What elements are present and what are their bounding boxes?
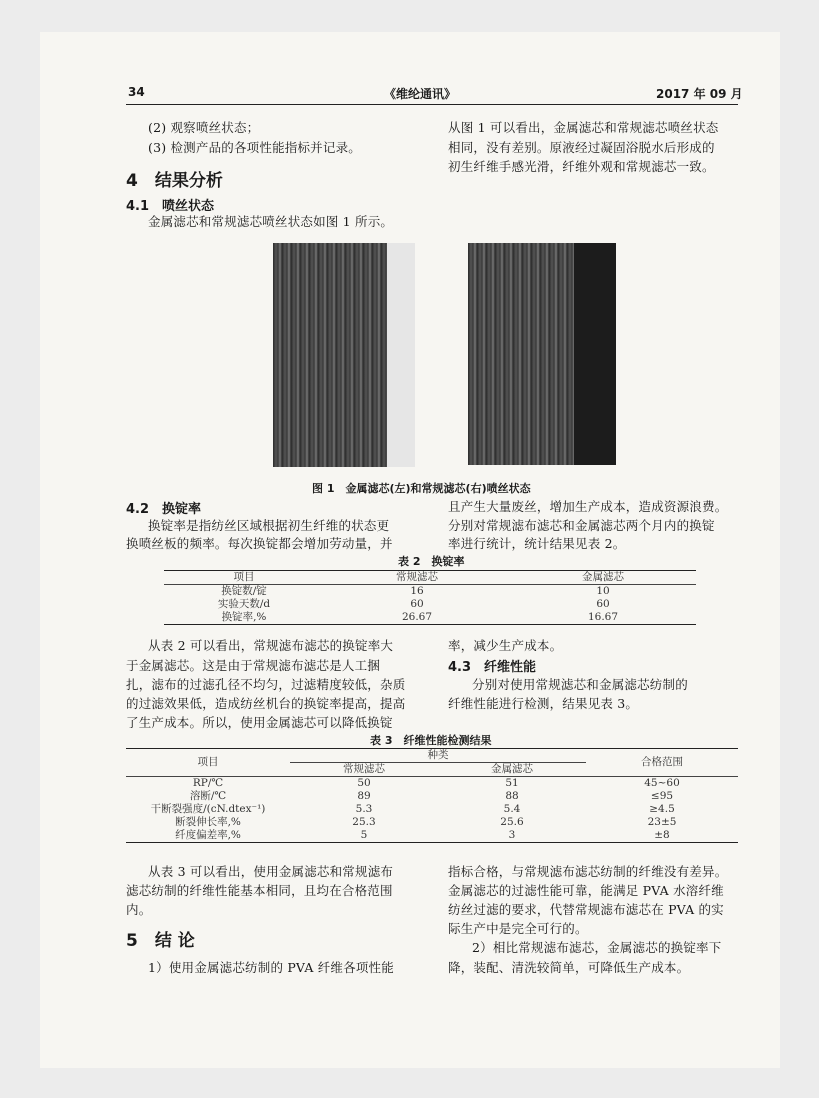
- section-4-2-heading: 4.2 换锭率: [126, 502, 202, 517]
- paragraph-line: 换锭率是指纺丝区域根据初生纤维的状态更: [148, 518, 390, 533]
- table-cell: 25.3: [352, 816, 376, 828]
- paragraph-line: 的过滤效果低，造成纺丝机台的换锭率提高，提高: [126, 696, 406, 711]
- table-header: 项目: [126, 749, 290, 777]
- table-cell: 25.6: [500, 816, 524, 828]
- table-row: [164, 598, 696, 611]
- table-cell: 50: [357, 777, 371, 789]
- figure-photo-right: [468, 243, 616, 465]
- table-cell: 26.67: [401, 611, 433, 623]
- paragraph-line: 初生纤维手感光滑，纤维外观和常规滤芯一致。: [448, 159, 715, 174]
- table-row: [164, 611, 696, 625]
- issue-date: 2017 年 09 月: [656, 87, 743, 101]
- table-cell: ≤95: [650, 790, 674, 802]
- table-3: [126, 748, 738, 843]
- table-cell: 5: [360, 829, 368, 841]
- table-row: [126, 777, 738, 791]
- table-cell: 干断裂强度/(cN.dtex⁻¹): [150, 803, 266, 815]
- paragraph-line: 际生产中是完全可行的。: [448, 921, 588, 936]
- paragraph-line: 率，减少生产成本。: [448, 638, 563, 653]
- paragraph-line: 扎，滤布的过滤孔径不均匀，过滤精度较低，杂质: [126, 677, 406, 692]
- paragraph-line: 了生产成本。所以，使用金属滤芯可以降低换锭: [126, 715, 393, 730]
- paragraph-line: 换喷丝板的频率。每次换锭都会增加劳动量，并: [126, 536, 393, 551]
- table-row: [126, 816, 738, 829]
- table-header: 合格范围: [586, 749, 738, 777]
- paragraph-line: 1）使用金属滤芯纺制的 PVA 纤维各项性能: [148, 960, 394, 975]
- table-cell: 60: [596, 598, 610, 610]
- paragraph-line: 且产生大量废丝，增加生产成本，造成资源浪费。: [448, 499, 728, 514]
- table-cell: 10: [596, 585, 610, 597]
- paragraph-line: 从表 2 可以看出，常规滤布滤芯的换锭率大: [148, 638, 394, 653]
- paragraph-line: 分别对常规滤布滤芯和金属滤芯两个月内的换锭: [448, 518, 715, 533]
- table-cell: ±8: [654, 829, 670, 841]
- section-5-heading: 5 结 论: [126, 931, 195, 951]
- list-item: (3) 检测产品的各项性能指标并记录。: [148, 140, 361, 155]
- paragraph-line: 金属滤芯和常规滤芯喷丝状态如图 1 所示。: [148, 214, 394, 229]
- table-header: 种类: [290, 749, 586, 763]
- paragraph-line: 相同，没有差别。原液经过凝固浴脱水后形成的: [448, 140, 715, 155]
- figure-caption: 图 1 金属滤芯(左)和常规滤芯(右)喷丝状态: [312, 482, 531, 495]
- table-cell: 溶断/℃: [189, 790, 227, 802]
- paragraph-line: 纤维性能进行检测，结果见表 3。: [448, 696, 639, 711]
- table-cell: ≥4.5: [649, 803, 675, 815]
- table-2: [164, 570, 696, 625]
- table-cell: 5.3: [355, 803, 373, 815]
- section-4-3-heading: 4.3 纤维性能: [448, 660, 537, 675]
- paragraph-line: 降，装配、清洗较简单，可降低生产成本。: [448, 960, 690, 975]
- table-cell: 16.67: [587, 611, 619, 623]
- list-item: (2) 观察喷丝状态；: [148, 120, 260, 135]
- table-cell: 16: [410, 585, 424, 597]
- table-header: 金属滤芯: [491, 763, 533, 775]
- section-4-1-heading: 4.1 喷丝状态: [126, 199, 215, 214]
- header-rule: [126, 104, 738, 105]
- paragraph-line: 率进行统计，统计结果见表 2。: [448, 536, 626, 551]
- paragraph-line: 金属滤芯的过滤性能可靠，能满足 PVA 水溶纤维: [448, 883, 724, 898]
- paragraph-line: 从图 1 可以看出，金属滤芯和常规滤芯喷丝状态: [448, 120, 719, 135]
- paragraph-line: 滤芯纺制的纤维性能基本相同，且均在合格范围: [126, 883, 393, 898]
- table-header: 常规滤芯: [343, 763, 385, 775]
- table-cell: 断裂伸长率,%: [175, 816, 241, 828]
- table-cell: 换锭数/锭: [221, 585, 267, 597]
- paragraph-line: 于金属滤芯。这是由于常规滤布滤芯是人工捆: [126, 658, 381, 673]
- table-row: [126, 803, 738, 816]
- table-row: [126, 790, 738, 803]
- table-header: 金属滤芯: [582, 571, 624, 583]
- paragraph-line: 分别对使用常规滤芯和金属滤芯纺制的: [472, 677, 688, 692]
- paragraph-line: 2）相比常规滤布滤芯，金属滤芯的换锭率下: [472, 940, 722, 955]
- table-cell: 5.4: [503, 803, 521, 815]
- table-3-title: 表 3 纤维性能检测结果: [370, 734, 492, 747]
- section-4-heading: 4 结果分析: [126, 171, 223, 191]
- journal-name: 《维纶通讯》: [384, 87, 457, 101]
- table-header: 项目: [233, 571, 255, 583]
- figure-photo-left: [273, 243, 415, 467]
- table-cell: 23±5: [647, 816, 677, 828]
- table-cell: RP/℃: [192, 777, 224, 789]
- table-cell: 89: [357, 790, 371, 802]
- page-number: 34: [128, 85, 145, 99]
- paragraph-line: 从表 3 可以看出，使用金属滤芯和常规滤布: [148, 864, 394, 879]
- table-cell: 51: [505, 777, 519, 789]
- paragraph-line: 内。: [126, 902, 152, 917]
- paragraph-line: 纺丝过滤的要求，代替常规滤布滤芯在 PVA 的实: [448, 902, 724, 917]
- table-cell: 45~60: [644, 777, 680, 789]
- table-row: [164, 585, 696, 599]
- table-cell: 纤度偏差率,%: [175, 829, 241, 841]
- table-cell: 实验天数/d: [217, 598, 271, 610]
- table-cell: 60: [410, 598, 424, 610]
- table-header: 常规滤芯: [396, 571, 438, 583]
- table-cell: 88: [505, 790, 519, 802]
- table-row: [126, 829, 738, 843]
- table-cell: 3: [508, 829, 516, 841]
- table-cell: 换锭率,%: [221, 611, 267, 623]
- paragraph-line: 指标合格，与常规滤布滤芯纺制的纤维没有差异。: [448, 864, 728, 879]
- table-2-title: 表 2 换锭率: [398, 555, 465, 568]
